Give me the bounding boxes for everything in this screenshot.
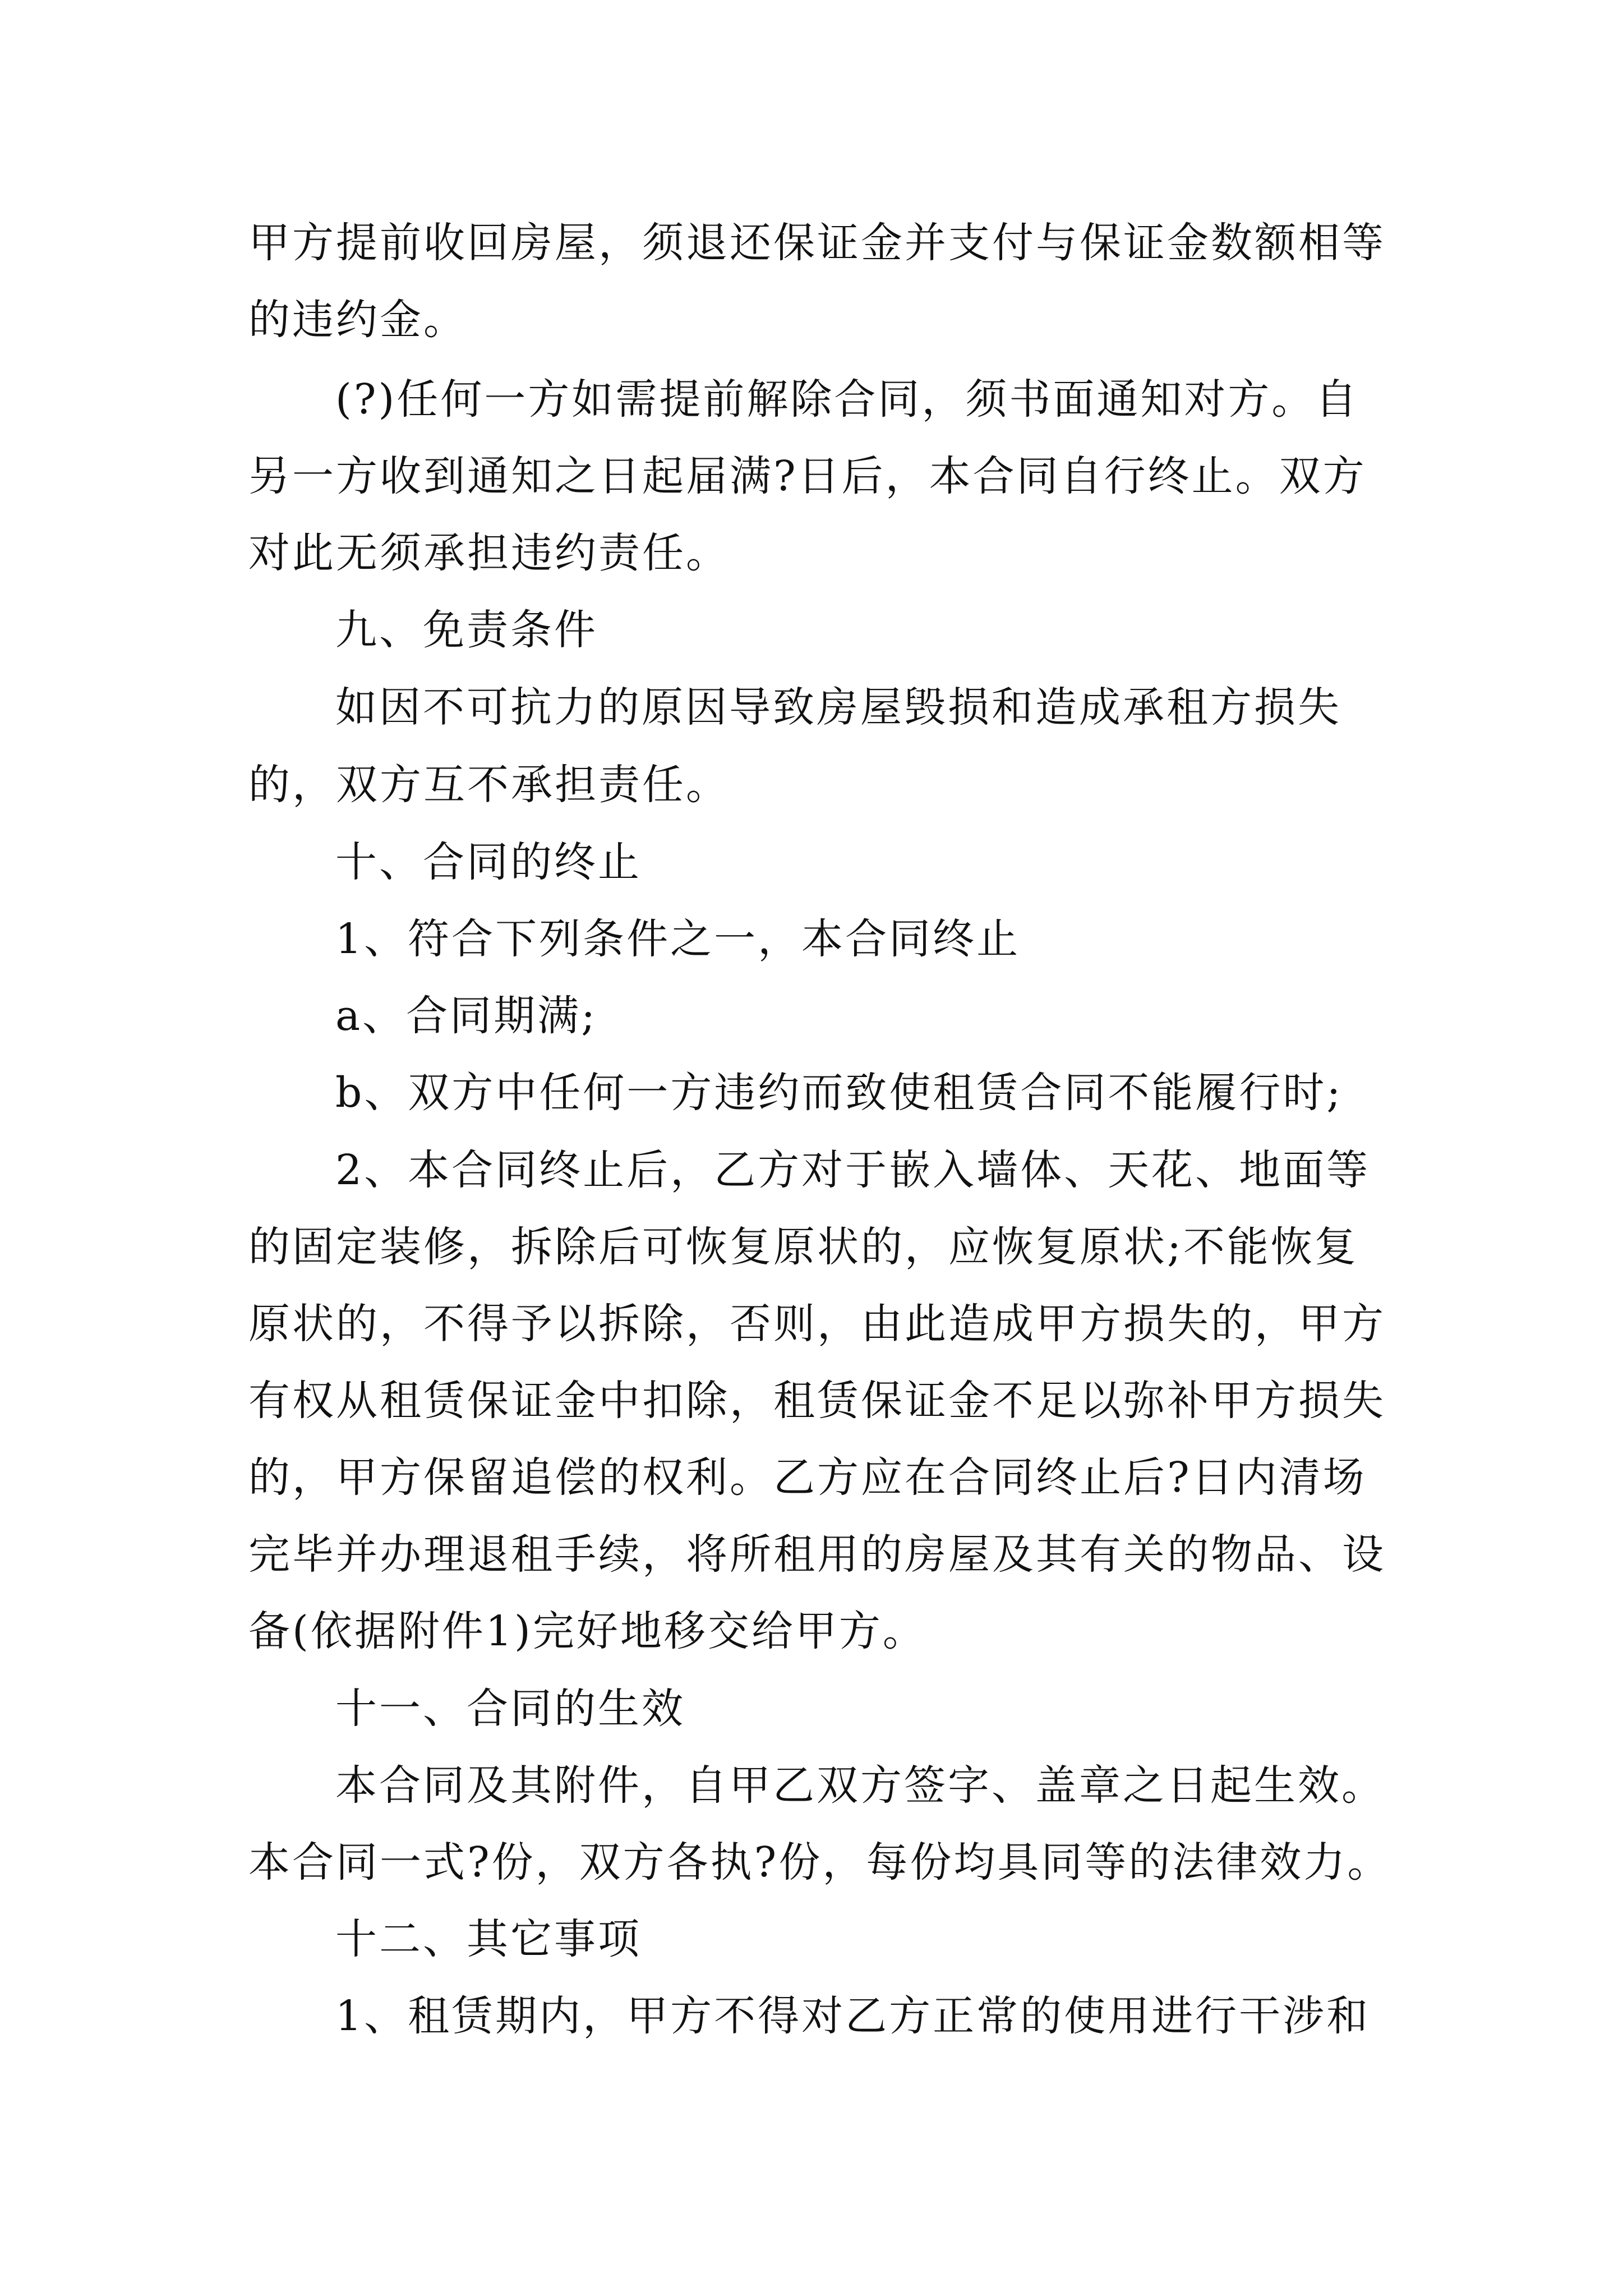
paragraph-line: 备(依据附件1)完好地移交给甲方。 bbox=[248, 1607, 926, 1655]
list-item: 2、本合同终止后，乙方对于嵌入墙体、天花、地面等 bbox=[335, 1146, 1371, 1194]
paragraph-line: 有权从租赁保证金中扣除，租赁保证金不足以弥补甲方损失 bbox=[248, 1377, 1386, 1425]
section-heading: 十、合同的终止 bbox=[335, 838, 642, 886]
paragraph-line: 本合同及其附件，自甲乙双方签字、盖章之日起生效。 bbox=[335, 1761, 1385, 1810]
section-heading: 九、免责条件 bbox=[335, 606, 598, 654]
list-item: a、合同期满; bbox=[335, 992, 598, 1040]
list-item: b、双方中任何一方违约而致使租赁合同不能履行时; bbox=[335, 1069, 1343, 1117]
paragraph-line: 另一方收到通知之日起届满?日后，本合同自行终止。双方 bbox=[248, 452, 1367, 500]
paragraph-line: (?)任何一方如需提前解除合同，须书面通知对方。自 bbox=[335, 375, 1359, 424]
paragraph-line: 原状的，不得予以拆除，否则，由此造成甲方损失的，甲方 bbox=[248, 1300, 1386, 1348]
list-item: 1、符合下列条件之一，本合同终止 bbox=[335, 915, 1021, 963]
paragraph-line: 对此无须承担违约责任。 bbox=[248, 529, 730, 577]
paragraph-line: 本合同一式?份，双方各执?份，每份均具同等的法律效力。 bbox=[248, 1838, 1391, 1887]
paragraph-line: 的，双方互不承担责任。 bbox=[248, 761, 730, 809]
paragraph-line: 的违约金。 bbox=[248, 296, 467, 344]
paragraph-line: 的，甲方保留追偿的权利。乙方应在合同终止后?日内清场 bbox=[248, 1453, 1367, 1502]
paragraph-line: 如因不可抗力的原因导致房屋毁损和造成承租方损失 bbox=[335, 683, 1341, 731]
list-item: 1、租赁期内，甲方不得对乙方正常的使用进行干涉和 bbox=[335, 1992, 1371, 2040]
paragraph-line: 完毕并办理退租手续，将所租用的房屋及其有关的物品、设 bbox=[248, 1530, 1386, 1579]
paragraph-line: 的固定装修，拆除后可恢复原状的，应恢复原状;不能恢复 bbox=[248, 1223, 1358, 1271]
section-heading: 十一、合同的生效 bbox=[335, 1685, 685, 1733]
paragraph-line: 甲方提前收回房屋，须退还保证金并支付与保证金数额相等 bbox=[248, 219, 1386, 267]
section-heading: 十二、其它事项 bbox=[335, 1915, 642, 1963]
